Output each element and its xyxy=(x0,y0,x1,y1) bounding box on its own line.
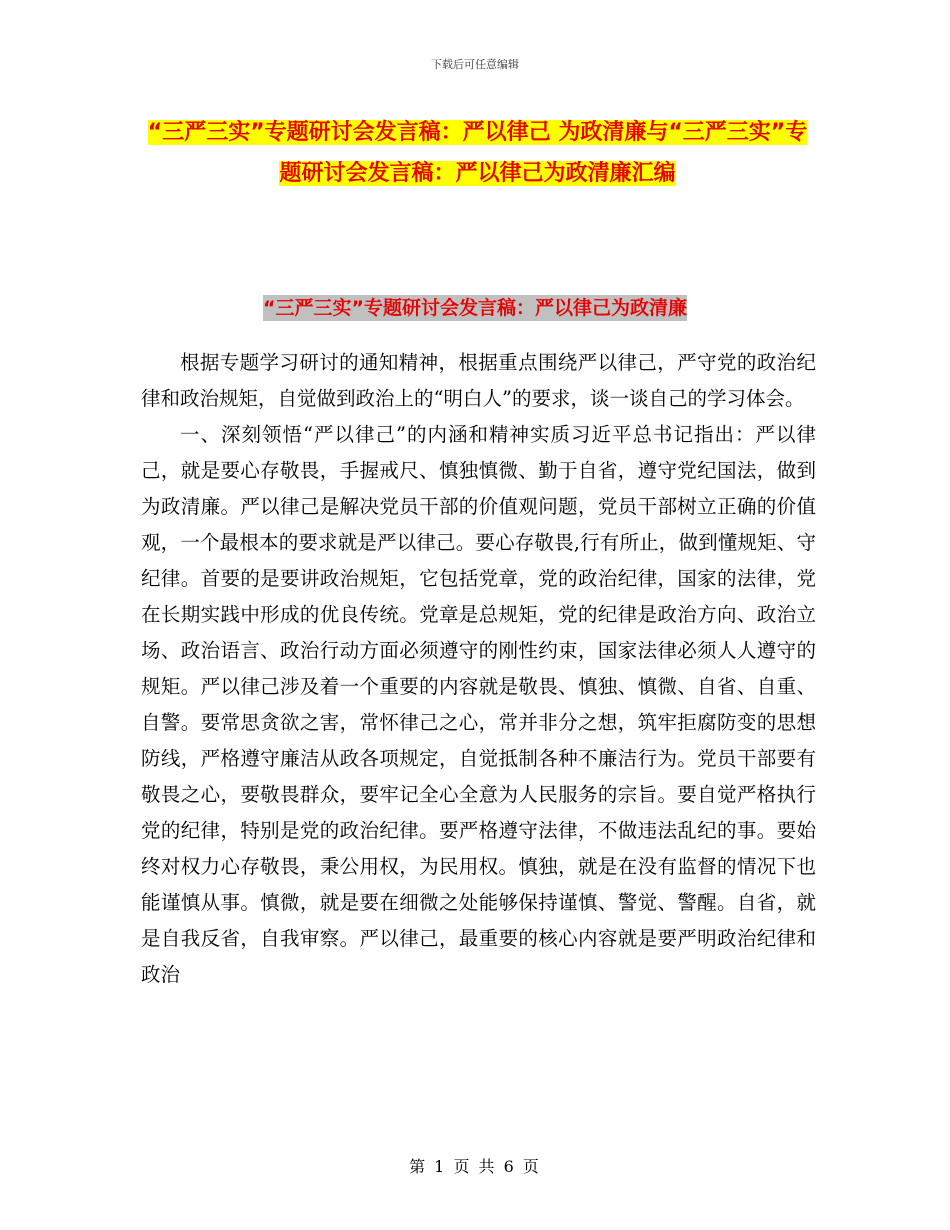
document-title xyxy=(140,112,815,194)
document-body xyxy=(141,345,816,993)
paragraph-1: 根据专题学习研讨的通知精神，根据重点围绕严以律己，严守党的政治纪律和政治规矩，自觉做到政治上的“明白人”的要求，谈一谈自己的学习体会。 xyxy=(141,351,816,410)
section-title-text: “三严三实”专题研讨会发言稿：严以律己为政清廉 xyxy=(263,297,687,319)
document-title-text: “三严三实”专题研讨会发言稿：严以律己 为政清廉与“三严三实”专题研讨会发言稿：严以律己为政清廉汇编 xyxy=(147,120,808,186)
header-note: 下载后可任意编辑 xyxy=(431,58,519,71)
section-title xyxy=(0,290,950,326)
page-footer: 第 1 页 共 6 页 xyxy=(409,1157,541,1176)
paragraph-2: 一、深刻领悟“严以律己”的内涵和精神实质习近平总书记指出：严以律己，就是要心存敬畏，手握戒尺、慎独慎微、勤于自省，遵守党纪国法，做到为政清廉。严以律己是解决党员干部的价值观问题，党员干部树立正确的价值观，一个最根本的要求就是严以律己。要心存敬畏,行有所止，做到懂规矩、守纪律。首要的是要讲政治规矩，它包括党章，党的政治纪律，国家的法律，党在长期实践中形成的优良传统。党章是总规矩，党的纪律是政治方向、政治立场、政治语言、政治行动方面必须遵守的刚性约束，国家法律必须人人遵守的规矩。严以律己涉及着一个重要的内容就是敬畏、慎独、慎微、自省、自重、自警。要常思贪欲之害，常怀律己之心，常并非分之想，筑牢拒腐防变的思想防线，严格遵守廉洁从政各项规定，自觉抵制各种不廉洁行为。党员干部要有敬畏之心，要敬畏群众，要牢记全心全意为人民服务的宗旨。要自觉严格执行党的纪律，特别是党的政治纪律。要严格遵守法律，不做违法乱纪的事。要始终对权力心存敬畏，秉公用权，为民用权。慎独，就是在没有监督的情况下也能谨慎从事。慎微，就是要在细微之处能够保持谨慎、警觉、警醒。自省，就是自我反省，自我审察。严以律己，最重要的核心内容就是要严明政治纪律和政治 xyxy=(141,423,816,986)
